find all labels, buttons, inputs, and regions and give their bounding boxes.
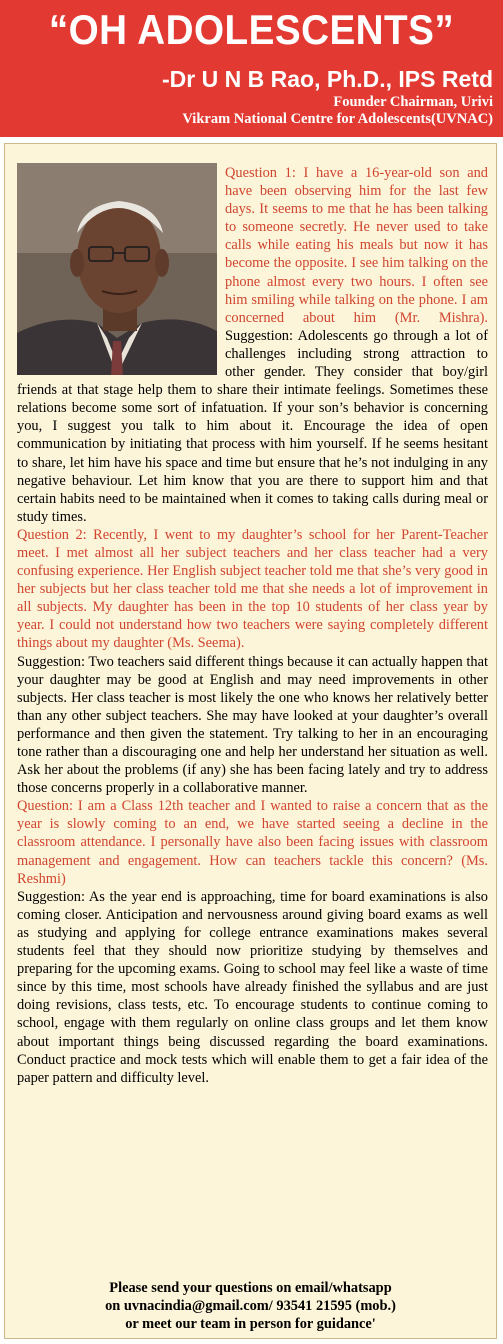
author-portrait-icon [17, 163, 217, 375]
footer-line-3: or meet our team in person for guidance' [125, 1316, 376, 1332]
footer-line-1: Please send your questions on email/whatsapp [109, 1280, 392, 1296]
qa-column [4, 143, 497, 1339]
contact-footer [5, 1279, 496, 1338]
author-byline: -Dr U N B Rao, Ph.D., IPS Retd [162, 66, 493, 92]
answer-3: Suggestion: As the year end is approaching, time for board examinations is also coming closer. Anticipation and nervousness around giving board exams as well as studying and applying for college entrance examinations makes several students feel that they should now prioritize studying by themselves and preparing for the upcoming exams. Going to school may feel like a waste of time since by this time, most schools have already finished the syllabus and are just doing revisions, class tests, etc. To encourage students to continue coming to school, engage with them regularly on online class groups and let them know about important things being discussed regarding the board examinations. Conduct practice and mock tests which will enable them to get a fair idea of the paper pattern and difficulty level. [17, 888, 488, 1086]
author-role-line-1: Founder Chairman, Urivi [333, 94, 493, 110]
question-3: Question: I am a Class 12th teacher and I wanted to raise a concern that as the year is slowly coming to an end, we have started seeing a decline in the classroom attendance. I personally have also been facing issues with classroom management and engagement. How can teachers tackle this concern? (Ms. Reshmi) [17, 798, 488, 887]
author-portrait-image [17, 163, 217, 375]
author-role-line-2: Vikram National Centre for Adolescents(UVNAC) [182, 111, 493, 127]
footer-line-2: on uvnacindia@gmail.com/ 93541 21595 (mob.) [105, 1298, 396, 1314]
answer-1: Suggestion: Adolescents go through a lot of challenges including strong attraction to other gender. They consider that boy/girl friends at that stage help them to share their intimate feelings. Sometimes these relations become some sort of infatuation. If your son’s behavior is concerning you, I suggest you talk to him about it. Encourage the idea of open communication by initiating that process with him yourself. If he seems hesitant to share, let him have his space and time but ensure that he’s not indulging in any negative behaviour. Let him know that you are there to support him and that certain habits need to be maintained when it comes to taking calls during meal or study times. [17, 327, 488, 525]
header-banner [0, 0, 503, 137]
qa-text [17, 164, 488, 1087]
question-1: Question 1: I have a 16-year-old son and have been observing him for the last few days. It seems to me that he has been talking to someone secretly. He never used to take calls while eating his meals but now it has become the opposite. I see him talking on the phone almost every two hours. I often see him smiling while talking on the phone. I am concerned about him (Mr. Mishra). [225, 165, 488, 326]
answer-2: Suggestion: Two teachers said different things because it can actually happen that your daughter may be good at English and may need improvements in other subjects. Her class teacher is most likely the one who knows her relatively better than any other subject teachers. She may have looked at your daughter’s overall performance and then given the statement. Try talking to her in an encouraging tone rather than a discouraging one and help her understand her situation as well. Ask her about the problems (if any) she has been facing lately and try to address those concerns properly in a collaborative manner. [17, 653, 488, 797]
author-role [182, 94, 493, 128]
article-title: “OH ADOLESCENTS” [48, 6, 455, 53]
question-2: Question 2: Recently, I went to my daughter’s school for her Parent-Teacher meet. I met almost all her subject teachers and her class teacher had a very confusing experience. Her English subject teacher told me that she’s very good in her subjects but her class teacher told me that she needs a lot of improvement in all subjects. My daughter has been in the top 10 students of her class year by year. I could not understand how two teachers were saying completely different things about my daughter (Ms. Seema). [17, 526, 488, 652]
